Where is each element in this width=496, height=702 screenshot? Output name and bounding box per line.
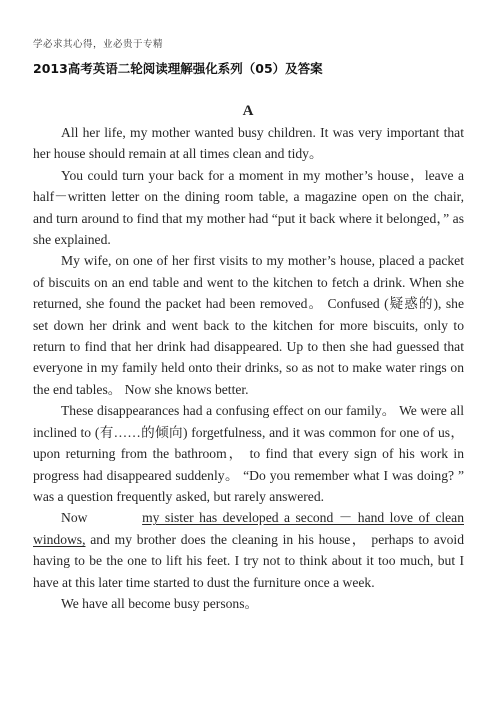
paragraph-5-lead: Now xyxy=(61,510,88,526)
header-note: 学必求其心得，业必贵于专精 xyxy=(33,40,164,50)
paragraph-1: All her life, my mother wanted busy children. It was very important that her house should remain at all times clean and tidy。 xyxy=(33,125,464,162)
section-heading: A xyxy=(242,103,254,119)
article-body xyxy=(33,122,464,614)
paragraph-3: My wife, on one of her first visits to my mother’s house, placed a packet of biscuits on an end table and went to the kitchen to fetch a drink. When she returned, she found the packet had been removed。 Confused (疑惑的), she set down her drink and went back to the kitchen for more biscuits, only to return to find that her drink had disappeared. Up to then she had guessed that everyone in my family held onto their drinks, so as not to make water rings on the end tables。 Now she knows better. xyxy=(33,253,464,397)
paragraph-5 xyxy=(33,507,464,593)
underlined-phrase: my sister has developed a second － hand love of clean windows, xyxy=(33,510,464,547)
paragraph-closing: We have all become busy persons。 xyxy=(61,595,259,611)
paragraph-5-rest: and my brother does the cleaning in his house， perhaps to avoid having to be the one to lift his feet. I try not to think about it too much, but I have at this later time started to dust the furniture once a week. xyxy=(33,531,464,590)
document-title: 2013高考英语二轮阅读理解强化系列（05）及答案 xyxy=(33,61,323,76)
paragraph-4: These disappearances had a confusing effect on our family。 We were all inclined to (有……的倾向) forgetfulness, and it was common for one of us， upon returning from the bathroom， to find that every sign of his work in progress had disappeared suddenly。 “Do you remember what I was doing? ” was a question frequently asked, but rarely answered. xyxy=(33,403,464,504)
paragraph-2: You could turn your back for a moment in my mother’s house，leave a half－written letter on the dining room table, a magazine open on the chair, and turn around to find that my mother had “put it back where it belonged，” as she explained. xyxy=(33,167,464,248)
